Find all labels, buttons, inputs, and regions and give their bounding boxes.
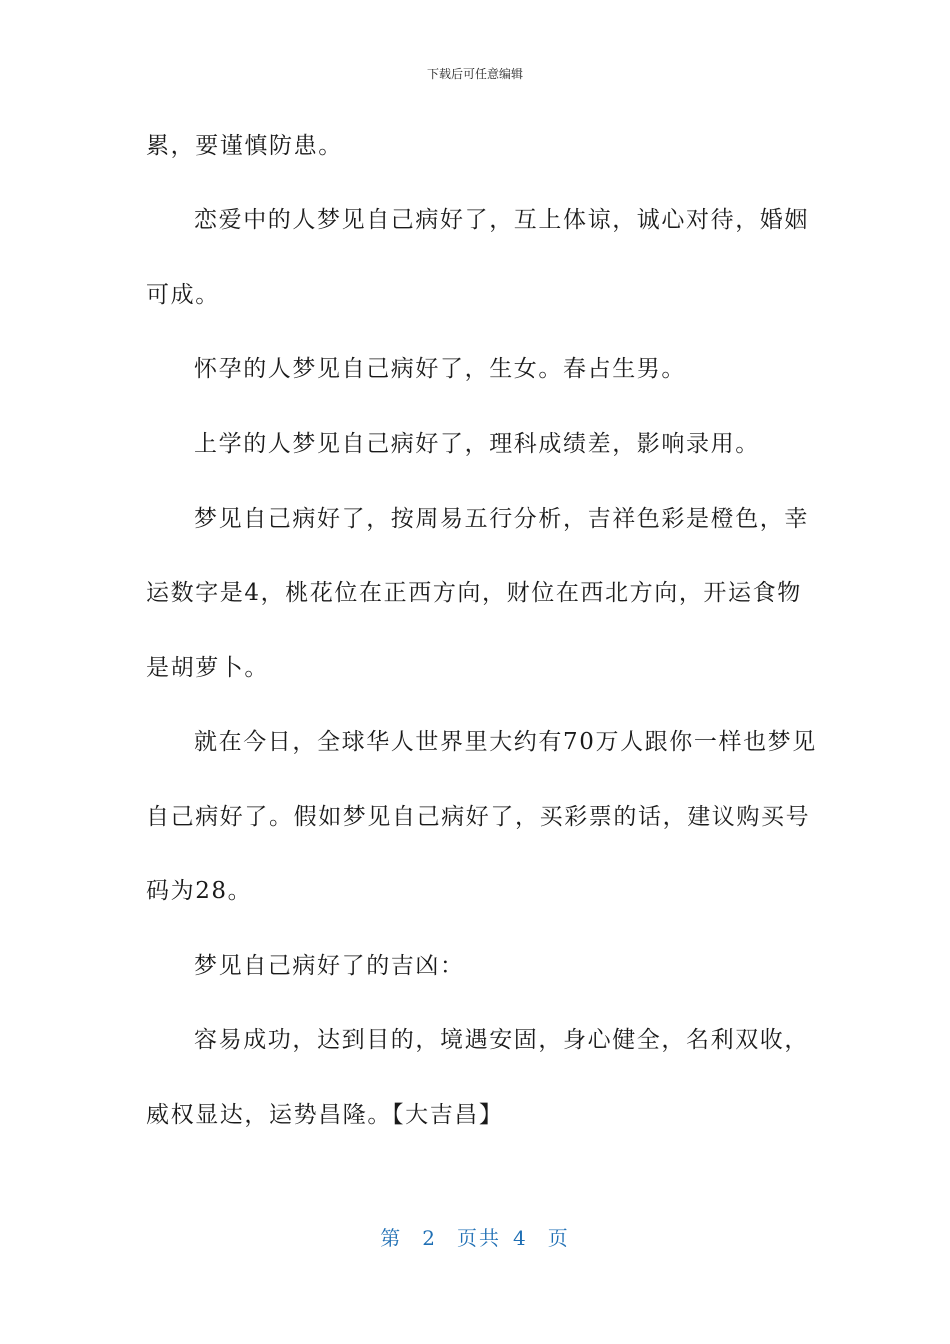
text-line: 上学的人梦见自己病好了，理科成绩差，影响录用。	[194, 431, 760, 457]
current-page-number: 2	[422, 1226, 437, 1250]
text-line: 是胡萝卜。	[146, 655, 269, 681]
page-header: 下载后可任意编辑	[426, 67, 523, 81]
text-line: 恋爱中的人梦见自己病好了，互上体谅，诚心对待，婚姻	[194, 207, 809, 233]
page-footer	[0, 1224, 950, 1252]
text-line: 码为28。	[146, 878, 253, 904]
text-line: 自己病好了。假如梦见自己病好了，买彩票的话，建议购买号	[146, 804, 811, 830]
text-line: 梦见自己病好了的吉凶：	[194, 953, 465, 979]
text-line: 可成。	[146, 282, 220, 308]
total-page-number: 4	[513, 1226, 528, 1250]
text-line: 容易成功，达到目的，境遇安固，身心健全，名利双收，	[194, 1027, 809, 1053]
text-line: 梦见自己病好了，按周易五行分析，吉祥色彩是橙色，幸	[194, 506, 809, 532]
footer-suffix: 页	[547, 1226, 570, 1250]
text-line: 累，要谨慎防患。	[146, 133, 343, 159]
text-line: 就在今日，全球华人世界里大约有70万人跟你一样也梦见	[194, 729, 817, 755]
text-line: 怀孕的人梦见自己病好了，生女。春占生男。	[194, 356, 686, 382]
text-line: 威权显达，运势昌隆。【大吉昌】	[146, 1102, 504, 1128]
text-line: 运数字是4，桃花位在正西方向，财位在西北方向，开运食物	[146, 580, 802, 606]
footer-middle: 页共	[457, 1226, 501, 1250]
footer-prefix: 第	[380, 1226, 403, 1250]
